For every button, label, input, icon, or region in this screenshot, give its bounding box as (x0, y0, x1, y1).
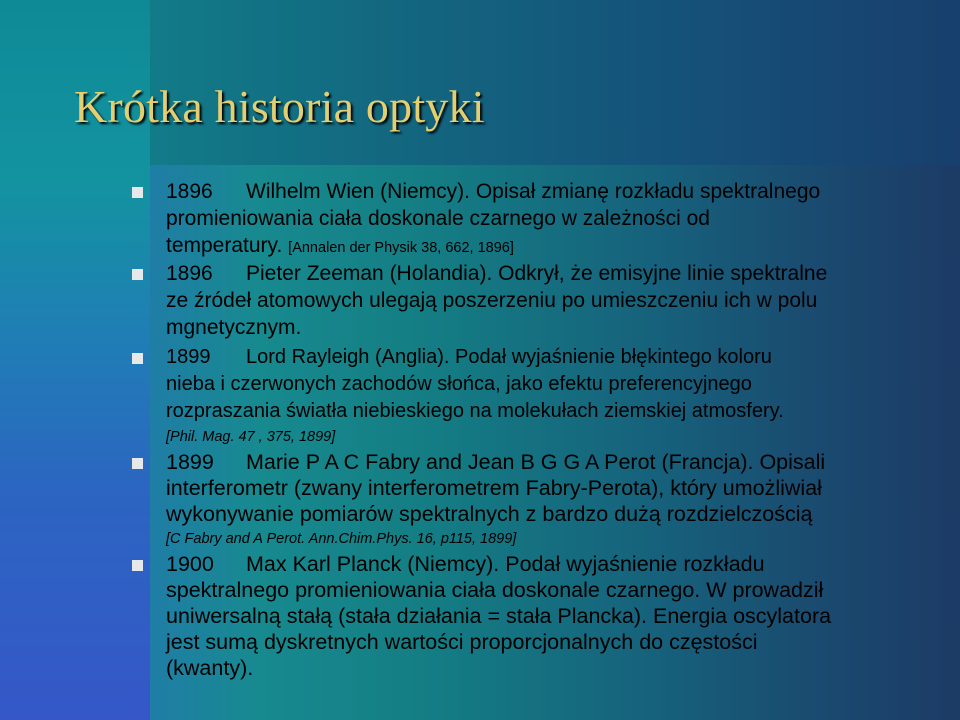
item-line: nieba i czerwonych zachodów słońca, jako efektu preferencyjnego (166, 373, 752, 395)
item-line: mgnetycznym. (166, 316, 302, 339)
item-year: 1896 (166, 180, 213, 203)
item-line: uniwersalną stałą (stała działania = stała Plancka). Energia oscylatora (166, 604, 832, 628)
item-line: 1896 Pieter Zeeman (Holandia). Odkrył, że emisyjne linie spektralne (166, 262, 828, 285)
list-item (166, 260, 926, 341)
item-year: 1900 (166, 552, 214, 576)
list-item (166, 344, 926, 449)
slide-title: Krótka historia optyki (74, 81, 485, 132)
item-line: interferometr (zwany interferometrem Fabry-Perota), który umożliwiał (166, 476, 822, 500)
bullet-icon (132, 458, 143, 469)
item-line: promieniowania ciała doskonale czarnego w zależności od (166, 207, 710, 230)
item-line: (kwanty). (166, 656, 254, 680)
item-year: 1896 (166, 262, 213, 285)
citation: [C Fabry and A Perot. Ann.Chim.Phys. 16, p115, 1899] (166, 531, 517, 547)
item-line: 1900 Max Karl Planck (Niemcy). Podał wyjaśnienie rozkładu (166, 552, 765, 576)
bullet-icon (132, 353, 143, 364)
item-line: spektralnego promieniowania ciała doskonale czarnego. W prowadził (166, 578, 824, 602)
list-item (166, 551, 926, 681)
item-year: 1899 (166, 346, 211, 368)
item-line: rozpraszania światła niebieskiego na molekułach ziemskiej atmosfery. (166, 400, 784, 422)
item-year: 1899 (166, 450, 214, 474)
bullet-icon (132, 269, 143, 280)
bullet-icon (132, 560, 143, 571)
item-line: 1896 Wilhelm Wien (Niemcy). Opisał zmianę rozkładu spektralnego (166, 180, 821, 203)
item-line: jest sumą dyskretnych wartości proporcjonalnych do częstości (166, 630, 758, 654)
item-line: 1899 Marie P A C Fabry and Jean B G G A Perot (Francja). Opisali (166, 450, 826, 474)
citation: [Phil. Mag. 47 , 375, 1899] (166, 429, 336, 445)
list-item (166, 178, 926, 262)
bullet-icon (132, 187, 143, 198)
item-line: 1899 Lord Rayleigh (Anglia). Podał wyjaśnienie błękintego koloru (166, 344, 926, 371)
item-line: wykonywanie pomiarów spektralnych z bardzo dużą rozdzielczością (166, 502, 813, 526)
list-item (166, 449, 926, 551)
citation: [Annalen der Physik 38, 662, 1896] (288, 240, 514, 256)
item-line: ze źródeł atomowych ulegają poszerzeniu po umieszczeniu ich w polu (166, 289, 818, 312)
item-line: temperatury. [Annalen der Physik 38, 662, 1896] (166, 234, 514, 257)
